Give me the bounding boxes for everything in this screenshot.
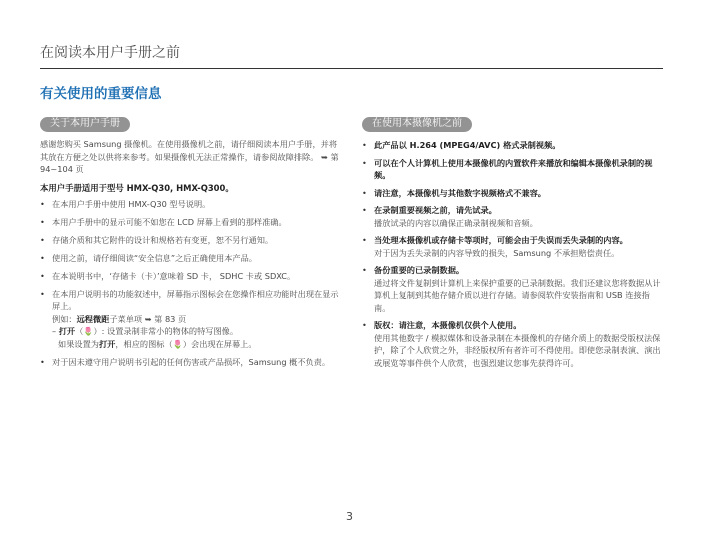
list-item: • 对于因未遵守用户说明书引起的任何伤害或产品损坏，Samsung 概不负责。 bbox=[40, 356, 343, 369]
icon-note-text: • 在本用户说明书的功能叙述中，屏幕指示图标会在您操作相应功能时出现在显示屏上。 bbox=[52, 288, 339, 311]
example-line bbox=[52, 313, 343, 326]
item-heading: • 在录制重要视频之前，请先试录。 bbox=[374, 205, 497, 215]
dash-bold: 打开 bbox=[58, 326, 76, 336]
list-item bbox=[362, 234, 662, 259]
item-heading: 可以在个人计算机上使用本摄像机的内置软件来播放和编辑本摄像机录制的视频。 bbox=[374, 157, 653, 180]
dash-rest: （🌷）: 设置录制非常小的物体的特写图像。 bbox=[75, 326, 239, 336]
left-bullet-list bbox=[40, 198, 343, 369]
item-heading: • 版权：请注意，本摄像机仅供个人使用。 bbox=[374, 320, 522, 330]
note-prefix: 如果设置为 bbox=[58, 338, 99, 349]
item-detail: 播放试录的内容以确保正确录制视频和音频。 bbox=[374, 217, 538, 228]
list-item bbox=[362, 139, 662, 152]
note-line bbox=[52, 338, 343, 351]
item-heading: 请注意，本摄像机与其他数字视频格式不兼容。 bbox=[374, 187, 546, 198]
page-header-title: 在阅读本用户手册之前 bbox=[40, 45, 180, 61]
example-bold: 远程微距 bbox=[76, 313, 110, 324]
note-rest: ，相应的图标（🌷）会出现在屏幕上。 bbox=[115, 338, 257, 349]
list-item: • 存储介质和其它附件的设计和规格若有变更，恕不另行通知。 bbox=[40, 234, 343, 247]
section-title: 有关使用的重要信息 bbox=[40, 86, 162, 102]
list-item bbox=[362, 264, 662, 314]
right-column bbox=[362, 111, 662, 374]
left-column bbox=[40, 111, 343, 374]
example-prefix: 例如： bbox=[52, 313, 77, 324]
item-heading: • 当处理本摄像机或存储卡等项时，可能会由于失误而丢失录制的内容。 bbox=[374, 235, 628, 245]
list-item: • 本用户手册中的显示可能不如您在 LCD 屏幕上看到的那样准确。 bbox=[40, 216, 343, 229]
item-heading: • 备份重要的已录制数据。 bbox=[374, 265, 465, 275]
item-heading: 此产品以 H.264 (MPEG4/AVC) 格式录制视频。 bbox=[374, 140, 561, 150]
list-item bbox=[362, 157, 662, 182]
list-item: • 使用之前，请仔细阅读“安全信息”之后正确使用本产品。 bbox=[40, 252, 343, 265]
left-section-pill: 关于本用户手册 bbox=[40, 117, 130, 132]
header-divider bbox=[40, 68, 663, 69]
list-item: • 在本用户手册中使用 HMX-Q30 型号说明。 bbox=[40, 198, 343, 211]
list-item bbox=[362, 187, 662, 200]
dash-prefix: – bbox=[52, 326, 59, 336]
list-item bbox=[362, 319, 662, 369]
right-bullet-list bbox=[362, 139, 662, 369]
example-suffix: 子菜单项 ➥ 第 83 页 bbox=[109, 313, 187, 324]
intro-paragraph: 感谢您购买 Samsung 摄像机。在使用摄像机之前，请仔细阅读本用户手册，并将其放在方便之处以供将来参考。如果摄像机无法正常操作，请参阅故障排除。 ➥ 第 94~104 页 bbox=[40, 139, 339, 174]
right-section-pill: 在使用本摄像机之前 bbox=[362, 117, 472, 132]
dash-line bbox=[52, 325, 343, 338]
item-detail: 通过将文件复制到计算机上来保护重要的已录制数据。我们还建议您将数据从计算机上复制到其他存储介质以进行存储。请参阅软件安装指南和 USB 连接指南。 bbox=[374, 277, 661, 313]
item-detail: 使用其他数字 / 模拟媒体和设备录制在本摄像机的存储介质上的数据受版权法保护，除了个人欣赏之外，非经版权所有者许可不得使用。即使您录制表演、演出或展览等事件供个人欣赏，也强烈建议您事先获得许可。 bbox=[374, 332, 661, 368]
list-item-icon-note bbox=[40, 288, 343, 351]
list-item bbox=[362, 204, 662, 229]
page-number: 3 bbox=[346, 510, 353, 523]
list-item: • 在本说明书中，‘存储卡（卡）’意味着 SD 卡， SDHC 卡或 SDXC。 bbox=[40, 270, 343, 283]
item-detail: 对于因为丢失录制的内容导致的损失，Samsung 不承担赔偿责任。 bbox=[374, 247, 620, 258]
model-statement: 本用户手册适用于型号 HMX-Q30, HMX-Q300。 bbox=[40, 182, 234, 193]
note-bold: 打开 bbox=[98, 338, 116, 349]
